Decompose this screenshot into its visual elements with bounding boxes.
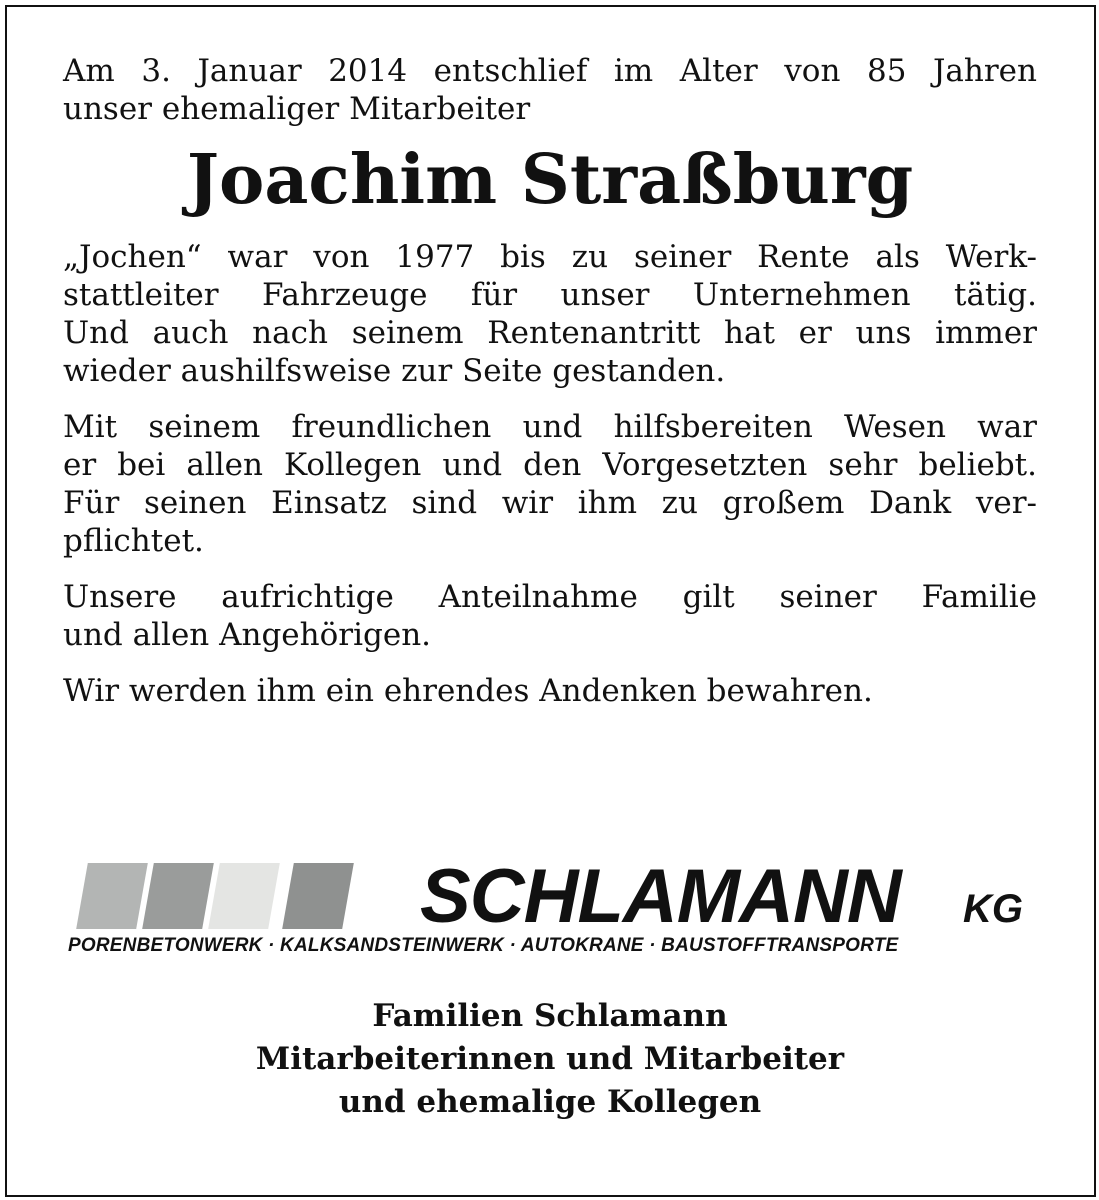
signers xyxy=(63,995,1037,1124)
deceased-name: Joachim Straßburg xyxy=(186,140,914,220)
paragraph-line: und allen Angehörigen. xyxy=(63,617,432,653)
paragraph-line: Für seinen Einsatz sind wir ihm zu großem Dank ver- xyxy=(63,485,1037,521)
paragraph-line: wieder aushilfsweise zur Seite gestanden. xyxy=(63,353,726,389)
paragraph-character xyxy=(63,408,1037,560)
logo-tagline: PORENBETONWERK · KALKSANDSTEINWERK · AUTOKRANE · BAUSTOFFTRANSPORTE xyxy=(68,935,899,956)
paragraph-line: er bei allen Kollegen und den Vorgesetzten sehr beliebt. xyxy=(63,447,1037,483)
intro-line: Am 3. Januar 2014 entschlief im Alter von 85 Jahren xyxy=(63,53,1037,89)
intro-text xyxy=(63,52,1037,128)
logo-brand-name: SCHLAMANN xyxy=(420,854,901,939)
company-logo xyxy=(68,854,1025,962)
signer-line: Mitarbeiterinnen und Mitarbeiter xyxy=(255,1041,845,1077)
logo-bar xyxy=(76,863,148,929)
logo-bar xyxy=(282,863,354,929)
paragraph-line: Wir werden ihm ein ehrendes Andenken bewahren. xyxy=(63,673,873,709)
paragraph-line: stattleiter Fahrzeuge für unser Unternehmen tätig. xyxy=(63,277,1037,313)
signer-line: und ehemalige Kollegen xyxy=(338,1084,762,1120)
paragraph-line: pflichtet. xyxy=(63,523,204,559)
signer-line: Familien Schlamann xyxy=(372,998,728,1034)
paragraph-line: Mit seinem freundlichen und hilfsbereiten Wesen war xyxy=(63,409,1037,445)
paragraph-line: „Jochen“ war von 1977 bis zu seiner Rente als Werk- xyxy=(63,239,1037,275)
logo-bars xyxy=(68,863,408,929)
logo-bar xyxy=(208,863,280,929)
obituary-notice xyxy=(63,52,1037,728)
logo-bar xyxy=(142,863,214,929)
paragraph-condolence xyxy=(63,578,1037,654)
logo-legal-form: KG xyxy=(963,887,1023,931)
paragraph-career xyxy=(63,238,1037,390)
paragraph-line: Unsere aufrichtige Anteilnahme gilt seiner Familie xyxy=(63,579,1037,615)
intro-line: unser ehemaliger Mitarbeiter xyxy=(63,91,531,127)
paragraph-remembrance xyxy=(63,672,1037,710)
paragraph-line: Und auch nach seinem Rentenantritt hat er uns immer xyxy=(63,315,1037,351)
